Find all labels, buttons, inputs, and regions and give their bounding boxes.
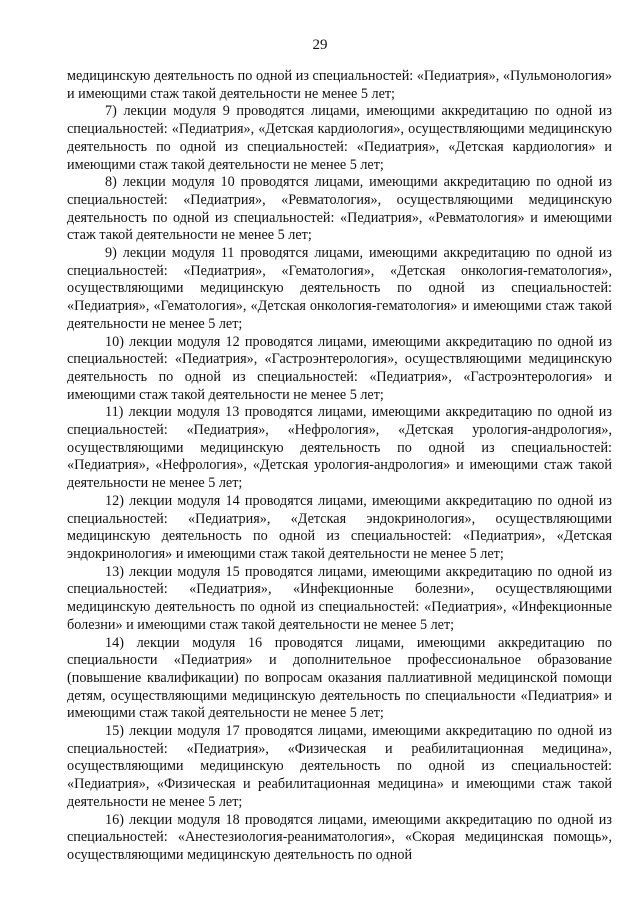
list-item-12: 12) лекции модуля 14 проводятся лицами, имеющими аккредитацию по одной из специальностей: «Педиатрия», «Детская эндокринология», осуществляющими медицинскую деятельность по одной из специальностей: «Педиатрия», «Детская эндокринология» и имеющими стаж такой деятельности не менее 5 лет;: [67, 492, 612, 562]
paragraph-continued: медицинскую деятельность по одной из специальностей: «Педиатрия», «Пульмонология» и имеющими стаж такой деятельности не менее 5 лет;: [67, 68, 612, 102]
document-body: [67, 68, 612, 865]
list-item-9: 9) лекции модуля 11 проводятся лицами, имеющими аккредитацию по одной из специальностей: «Педиатрия», «Гематология», «Детская онкология-гематология», осуществляющими медицинскую деятельность по одной из специальностей: «Педиатрия», «Гематология», «Детская онкология-гематология» и имеющими стаж такой деятельности не менее 5 лет;: [67, 245, 612, 332]
page-number: 29: [312, 37, 328, 53]
list-item-11: 11) лекции модуля 13 проводятся лицами, имеющими аккредитацию по одной из специальностей: «Педиатрия», «Нефрология», «Детская урология-андрология», осуществляющими медицинскую деятельность по одной из специальностей: «Педиатрия», «Нефрология», «Детская урология-андрология» и имеющими стаж такой деятельности не менее 5 лет;: [67, 404, 612, 492]
list-item-15: 15) лекции модуля 17 проводятся лицами, имеющими аккредитацию по одной из специальностей: «Педиатрия», «Физическая и реабилитационная медицина», осуществляющими медицинскую деятельность по одной из специальностей: «Педиатрия», «Физическая и реабилитационная медицина» и имеющими стаж такой деятельности не менее 5 лет;: [67, 723, 612, 810]
list-item-7: 7) лекции модуля 9 проводятся лицами, имеющими аккредитацию по одной из специальностей: «Педиатрия», «Детская кардиология», осуществляющими медицинскую деятельность по одной из специальностей: «Педиатрия», «Детская кардиология» и имеющими стаж такой деятельности не менее 5 лет;: [67, 103, 612, 173]
list-item-13: 13) лекции модуля 15 проводятся лицами, имеющими аккредитацию по одной из специальностей: «Педиатрия», «Инфекционные болезни», осуществляющими медицинскую деятельность по одной из специальностей: «Педиатрия», «Инфекционные болезни» и имеющими стаж такой деятельности не менее 5 лет;: [67, 563, 612, 633]
list-item-8: 8) лекции модуля 10 проводятся лицами, имеющими аккредитацию по одной из специальностей: «Педиатрия», «Ревматология», осуществляющими медицинскую деятельность по одной из специальностей: «Педиатрия», «Ревматология» и имеющими стаж такой деятельности не менее 5 лет;: [67, 174, 612, 244]
list-item-10: 10) лекции модуля 12 проводятся лицами, имеющими аккредитацию по одной из специальностей: «Педиатрия», «Гастроэнтерология», осуществляющими медицинскую деятельность по одной из специальностей: «Педиатрия», «Гастроэнтерология» и имеющими стаж такой деятельности не менее 5 лет;: [67, 333, 612, 403]
list-item-16: 16) лекции модуля 18 проводятся лицами, имеющими аккредитацию по одной из специальностей: «Анестезиология-реаниматология», «Скорая медицинская помощь», осуществляющими медицинскую деятельность по одной: [67, 811, 612, 863]
list-item-14: 14) лекции модуля 16 проводятся лицами, имеющими аккредитацию по специальности «Педиатрия» и дополнительное профессиональное образование (повышение квалификации) по вопросам оказания паллиативной медицинской помощи детям, осуществляющими медицинскую деятельность по специальности «Педиатрия» и имеющими стаж такой деятельности не менее 5 лет;: [67, 634, 612, 722]
